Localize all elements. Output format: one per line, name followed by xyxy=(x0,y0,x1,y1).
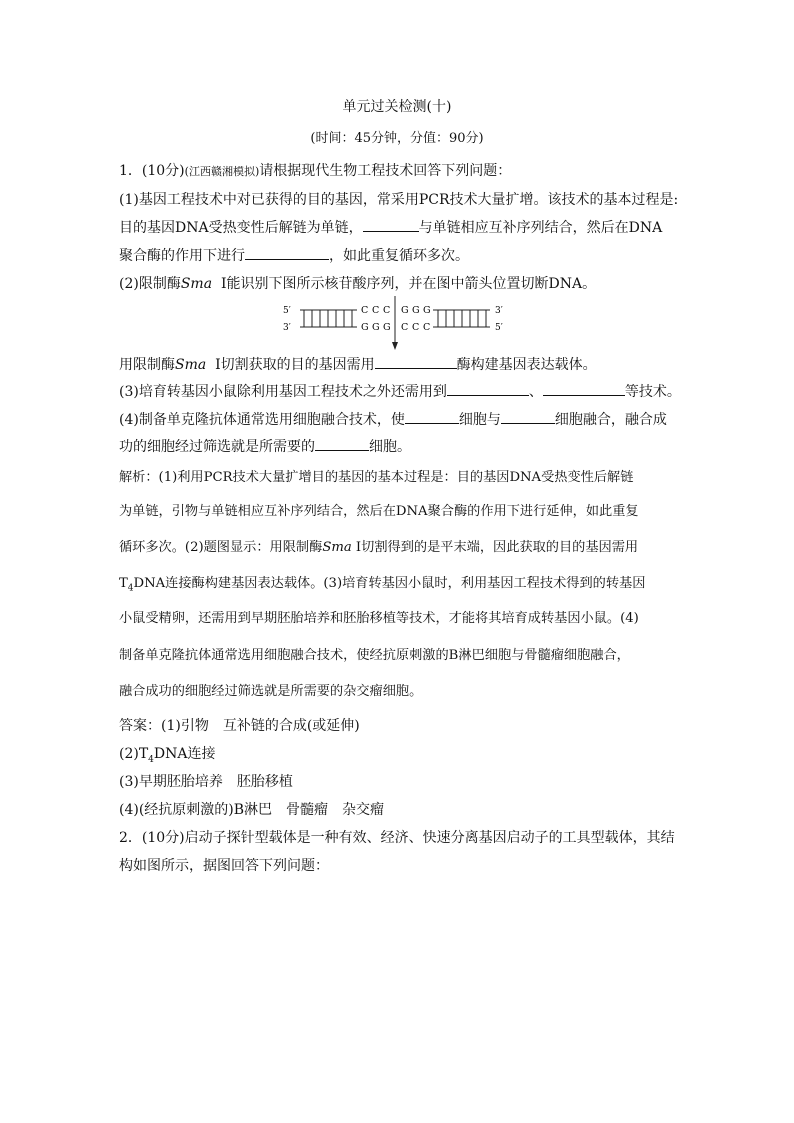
base: G xyxy=(383,322,391,333)
base: G xyxy=(412,305,420,316)
base: C xyxy=(401,322,409,333)
q1-part2-line2: 用限制酶Sma Ⅰ切割获取的目的基因需用 酶构建基因表达载体。 xyxy=(119,354,597,374)
answer-blank[interactable] xyxy=(315,436,369,451)
analysis-line-1: 解析：(1)利用PCR技术大量扩增目的基因的基本过程是：目的基因DNA受热变性后解链 xyxy=(119,470,634,485)
right-ladder xyxy=(433,310,490,327)
base: G xyxy=(423,305,431,316)
base: C xyxy=(372,305,380,316)
answer-blank[interactable] xyxy=(375,354,457,369)
top-left-end: 5′ xyxy=(283,306,291,316)
answer-blank[interactable] xyxy=(245,245,329,260)
q1-part1-line2: 目的基因DNA受热变性后解链为单链， 与单链相应互补序列结合，然后在DNA xyxy=(119,217,662,237)
page-subtitle: (时间：45分钟，分值：90分) xyxy=(310,131,484,146)
analysis-line-3: 循环多次。(2)题图显示：用限制酶Sma Ⅰ切割得到的是平末端，因此获取的目的基因需用 xyxy=(119,540,639,555)
cut-arrow-icon xyxy=(392,296,398,350)
top-right-end: 3′ xyxy=(495,306,503,316)
analysis-line-5: 小鼠受精卵，还需用到早期胚胎培养和胚胎移植等技术，才能将其培育成转基因小鼠。(4) xyxy=(119,611,639,626)
answer-blank[interactable] xyxy=(447,381,529,396)
base: C xyxy=(412,322,420,333)
bottom-strand-bases xyxy=(361,322,430,333)
answer-line-2: $(2)T_4DNA$连接 xyxy=(119,746,216,765)
q1-part4-line2: 功的细胞经过筛选就是所需要的 细胞。 xyxy=(119,436,411,456)
q1-part3: (3)培育转基因小鼠除利用基因工程技术之外还需用到 、 等技术。 xyxy=(119,381,681,401)
base: C xyxy=(361,305,369,316)
analysis-line-6: 制备单克隆抗体通常选用细胞融合技术，使经抗原刺激的B淋巴细胞与骨髓瘤细胞融合， xyxy=(119,648,630,663)
base: C xyxy=(423,322,431,333)
q1-part1-line3: 聚合酶的作用下进行 ，如此重复循环多次。 xyxy=(119,245,469,265)
q2-line-2: 构如图所示，据图回答下列问题： xyxy=(119,858,329,874)
q1-part4-line1: (4)制备单克隆抗体通常选用细胞融合技术，使 细胞与 细胞融合，融合成 xyxy=(119,409,667,429)
bottom-right-end: 5′ xyxy=(495,323,503,333)
answer-blank[interactable] xyxy=(363,217,419,232)
base: G xyxy=(361,322,369,333)
q2-line-1: 2．(10分)启动子探针型载体是一种有效、经济、快速分离基因启动子的工具型载体，其结 xyxy=(119,830,675,846)
q1-part1-line1: (1)基因工程技术中对已获得的目的基因，常采用PCR技术大量扩增。该技术的基本过程是: xyxy=(119,192,679,208)
answer-blank[interactable] xyxy=(543,381,625,396)
page-title: 单元过关检测(十) xyxy=(342,99,452,115)
left-ladder xyxy=(300,310,357,327)
q1-stem: 1．(10分)(江西赣湘模拟)请根据现代生物工程技术回答下列问题： xyxy=(119,163,512,179)
answer-line-4: (4)(经抗原刺激的)B淋巴 骨髓瘤 杂交瘤 xyxy=(119,802,385,818)
answer-line-1: 答案：(1)引物 互补链的合成(或延伸) xyxy=(119,718,360,734)
base: G xyxy=(372,322,380,333)
base: C xyxy=(383,305,391,316)
dna-sequence-diagram xyxy=(283,294,513,354)
q1-part2-line1: (2)限制酶Sma Ⅰ能识别下图所示核苷酸序列，并在图中箭头位置切断DNA。 xyxy=(119,276,597,292)
answer-blank[interactable] xyxy=(405,409,459,424)
answer-line-3: (3)早期胚胎培养 胚胎移植 xyxy=(119,774,293,790)
analysis-line-2: 为单链，引物与单链相应互补序列结合，然后在DNA聚合酶的作用下进行延伸，如此重复 xyxy=(119,504,639,519)
base: G xyxy=(401,305,409,316)
analysis-line-4: $T_4DNA$连接酶构建基因表达载体。(3)培育转基因小鼠时，利用基因工程技术得到的转基因 xyxy=(119,576,646,594)
bottom-left-end: 3′ xyxy=(283,323,291,333)
analysis-line-7: 融合成功的细胞经过筛选就是所需要的杂交瘤细胞。 xyxy=(119,684,423,699)
answer-blank[interactable] xyxy=(501,409,555,424)
top-strand-bases xyxy=(361,305,431,316)
